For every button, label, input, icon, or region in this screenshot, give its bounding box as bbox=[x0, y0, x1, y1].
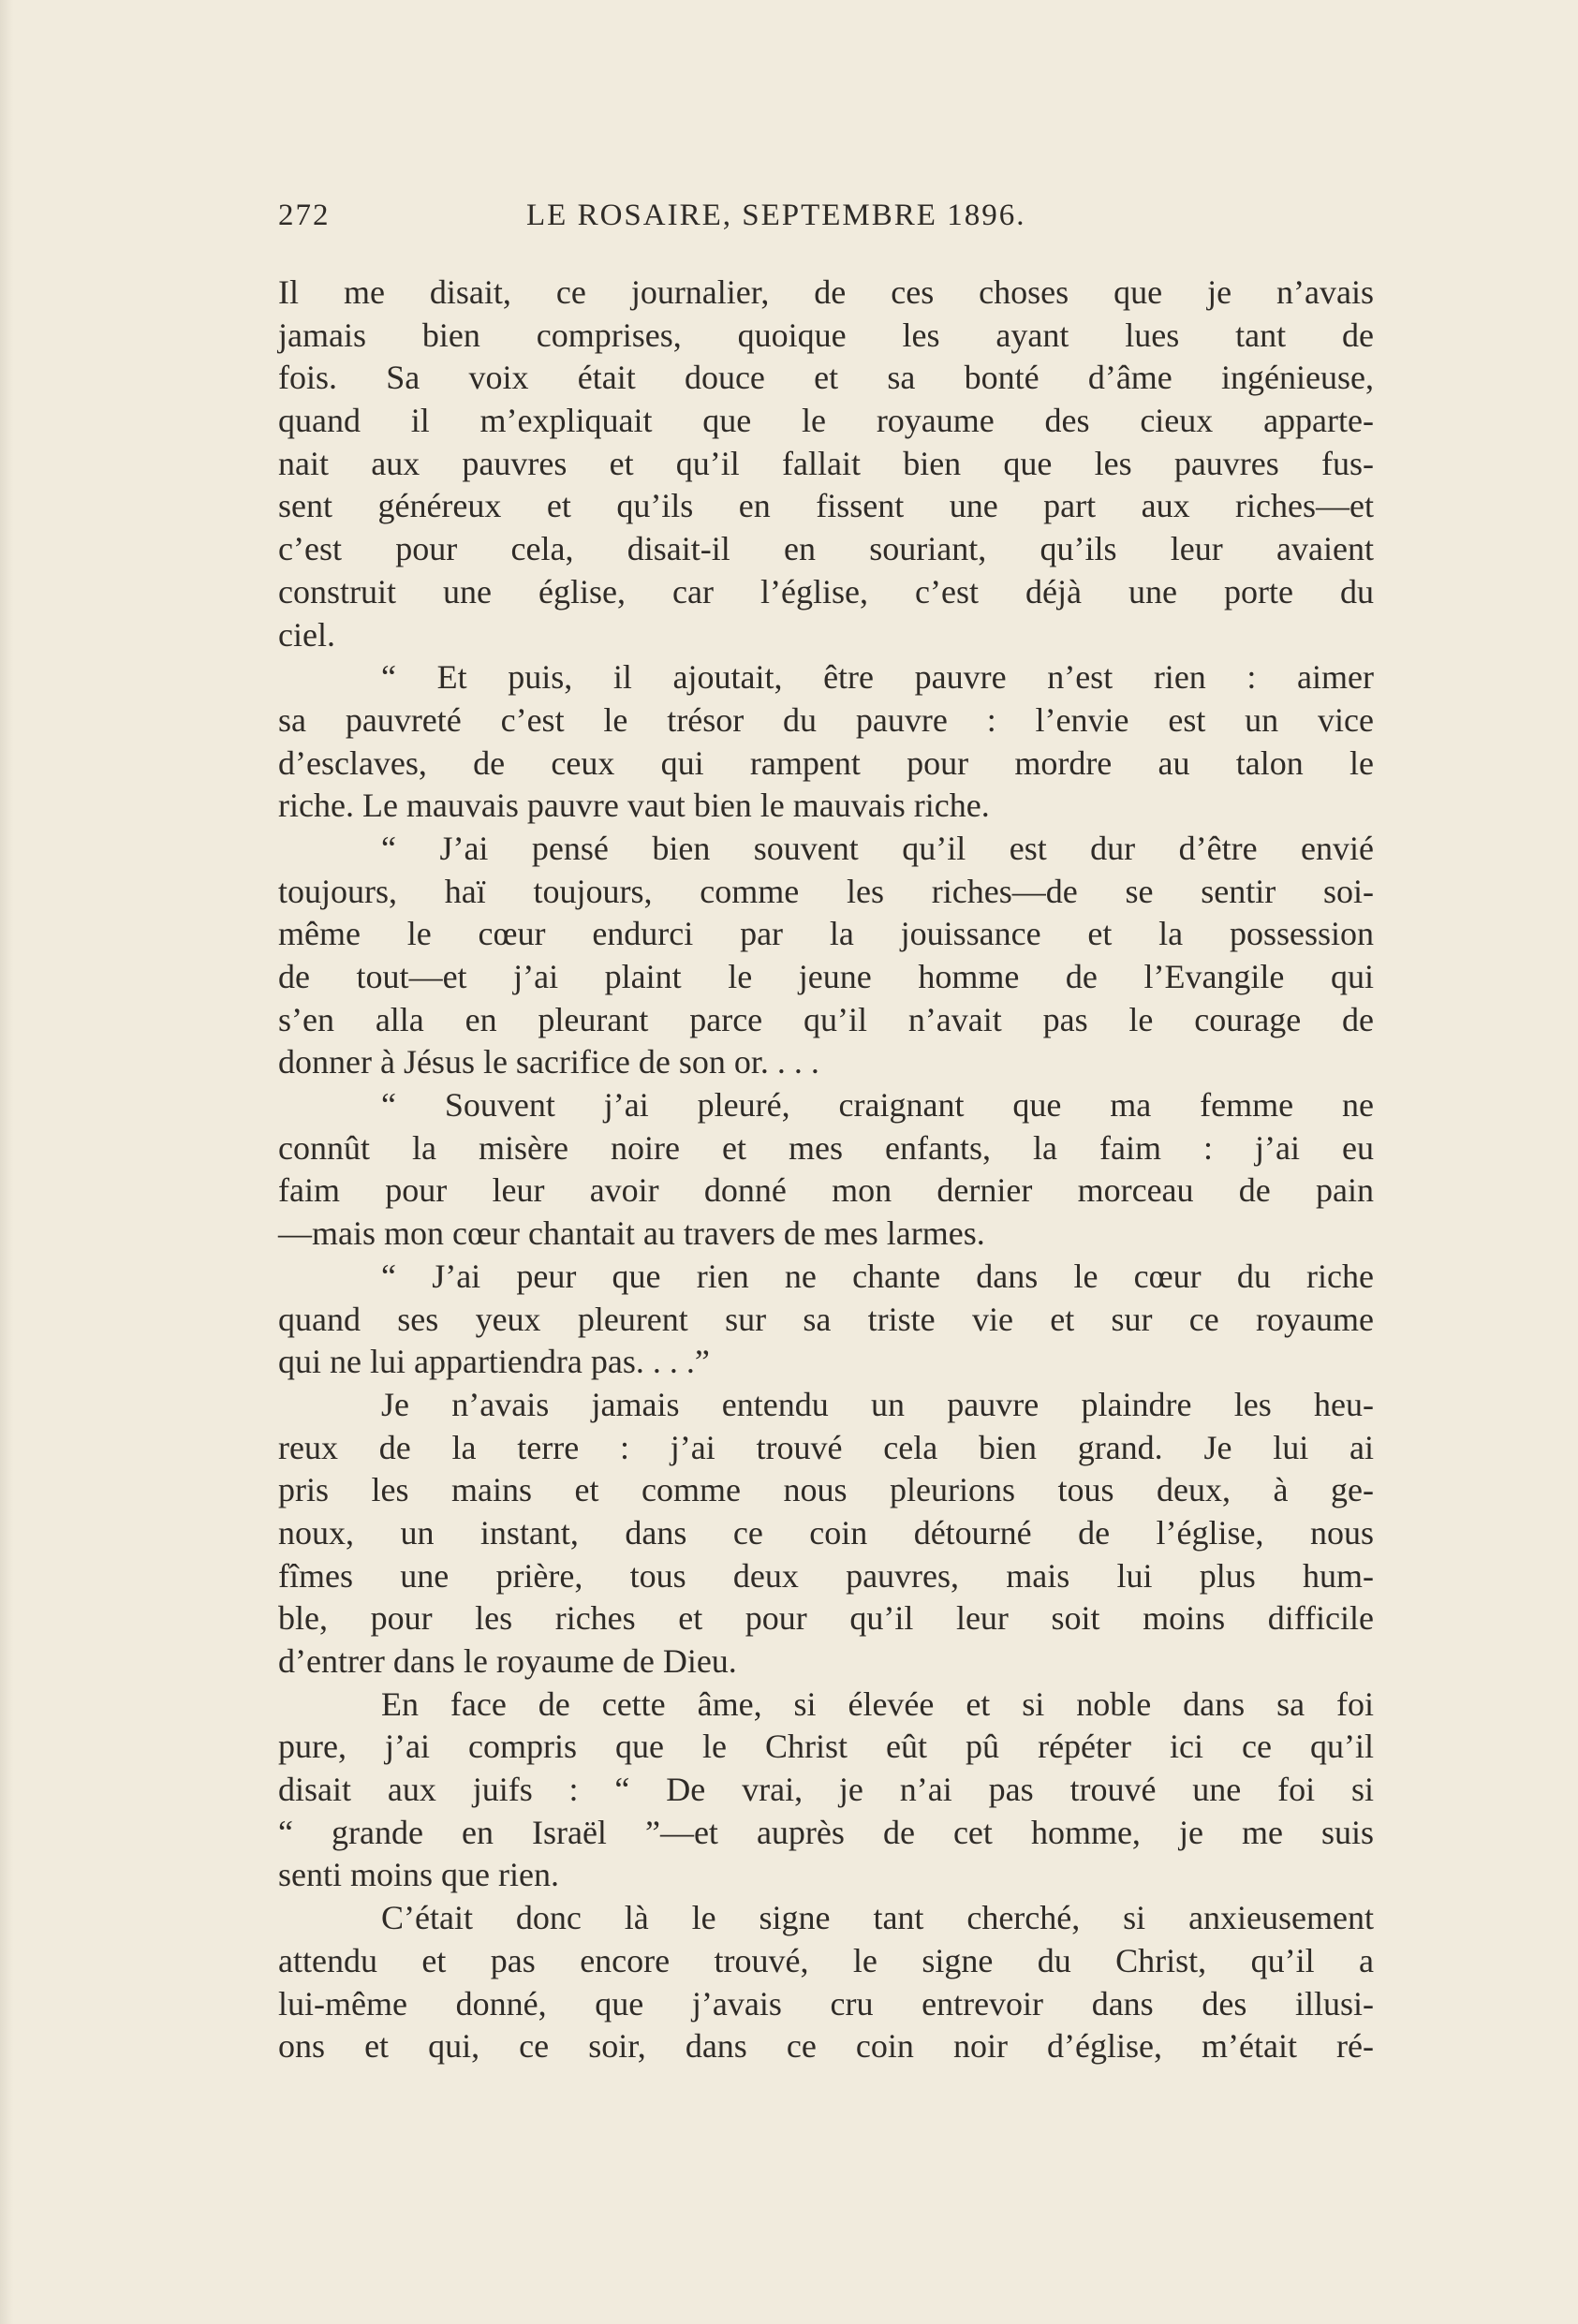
body-text bbox=[278, 272, 1374, 2068]
text-line: sa pauvreté c’est le trésor du pauvre : l’envie est un vice bbox=[278, 700, 1374, 739]
text-line: de tout—et j’ai plaint le jeune homme de l’Evangile qui bbox=[278, 958, 1374, 995]
text-line: ble, pour les riches et pour qu’il leur soit moins difficile bbox=[278, 1599, 1374, 1638]
page-number: 272 bbox=[278, 199, 331, 232]
text-line: nait aux pauvres et qu’il fallait bien que les pauvres fus- bbox=[278, 444, 1374, 482]
text-line: quand il m’expliquait que le royaume des cieux apparte- bbox=[278, 402, 1374, 440]
running-head: LE ROSAIRE, SEPTEMBRE 1896. bbox=[526, 199, 1026, 232]
text-line: disait aux juifs : “ De vrai, je n’ai pas trouvé une foi si bbox=[278, 1771, 1374, 1809]
text-line: quand ses yeux pleurent sur sa triste vie et sur ce royaume bbox=[278, 1300, 1374, 1338]
text-line: “ grande en Israël ”—et auprès de cet homme, je me suis bbox=[278, 1813, 1374, 1851]
text-line: toujours, haï toujours, comme les riches—de se sentir soi- bbox=[278, 872, 1374, 910]
text-line: —mais mon cœur chantait au travers de mes larmes. bbox=[278, 1214, 985, 1253]
text-line: c’est pour cela, disait-il en souriant, qu’ils leur avaient bbox=[278, 530, 1374, 568]
text-line: pris les mains et comme nous pleurions tous deux, à ge- bbox=[278, 1471, 1374, 1509]
text-line: ciel. bbox=[278, 615, 335, 654]
text-line: connût la misère noire et mes enfants, la faim : j’ai eu bbox=[278, 1128, 1374, 1167]
text-line: lui-même donné, que j’avais cru entrevoir dans des illusi- bbox=[278, 1984, 1374, 2022]
text-line: Je n’avais jamais entendu un pauvre plaindre les heu- bbox=[381, 1385, 1374, 1423]
text-line: sent généreux et qu’ils en fissent une part aux riches—et bbox=[278, 487, 1374, 525]
text-line: C’était donc là le signe tant cherché, si anxieusement bbox=[381, 1899, 1374, 1937]
text-line: senti moins que rien. bbox=[278, 1856, 559, 1894]
text-line: “ Et puis, il ajoutait, être pauvre n’est rien : aimer bbox=[381, 658, 1374, 697]
text-line: même le cœur endurci par la jouissance et la possession bbox=[278, 915, 1374, 953]
text-line: d’esclaves, de ceux qui rampent pour mordre au talon le bbox=[278, 743, 1374, 782]
text-line: attendu et pas encore trouvé, le signe du Christ, qu’il a bbox=[278, 1941, 1374, 1979]
text-line: donner à Jésus le sacrifice de son or. . . . bbox=[278, 1043, 819, 1081]
text-line: qui ne lui appartiendra pas. . . .” bbox=[278, 1343, 710, 1381]
text-line: “ J’ai pensé bien souvent qu’il est dur d’être envié bbox=[381, 829, 1374, 867]
text-line: “ Souvent j’ai pleuré, craignant que ma femme ne bbox=[381, 1086, 1374, 1125]
text-line: fois. Sa voix était douce et sa bonté d’âme ingénieuse, bbox=[278, 359, 1374, 397]
page-gutter bbox=[0, 0, 13, 2324]
text-line: d’entrer dans le royaume de Dieu. bbox=[278, 1642, 737, 1680]
page-header bbox=[278, 199, 1374, 245]
text-line: pure, j’ai compris que le Christ eût pû répéter ici ce qu’il bbox=[278, 1728, 1374, 1766]
text-line: jamais bien comprises, quoique les ayant lues tant de bbox=[278, 316, 1374, 354]
text-line: Il me disait, ce journalier, de ces choses que je n’avais bbox=[278, 273, 1374, 311]
text-line: noux, un instant, dans ce coin détourné de l’église, nous bbox=[278, 1513, 1374, 1552]
text-line: En face de cette âme, si élevée et si noble dans sa foi bbox=[381, 1684, 1374, 1723]
text-line: construit une église, car l’église, c’est déjà une porte du bbox=[278, 572, 1374, 610]
text-line: “ J’ai peur que rien ne chante dans le cœur du riche bbox=[381, 1257, 1374, 1295]
text-line: fîmes une prière, tous deux pauvres, mais lui plus hum- bbox=[278, 1556, 1374, 1595]
text-line: reux de la terre : j’ai trouvé cela bien grand. Je lui ai bbox=[278, 1428, 1374, 1466]
text-line: faim pour leur avoir donné mon dernier morceau de pain bbox=[278, 1171, 1374, 1210]
text-line: ons et qui, ce soir, dans ce coin noir d’église, m’était ré- bbox=[278, 2027, 1374, 2066]
text-line: s’en alla en pleurant parce qu’il n’avait pas le courage de bbox=[278, 1000, 1374, 1038]
text-line: riche. Le mauvais pauvre vaut bien le mauvais riche. bbox=[278, 787, 990, 825]
